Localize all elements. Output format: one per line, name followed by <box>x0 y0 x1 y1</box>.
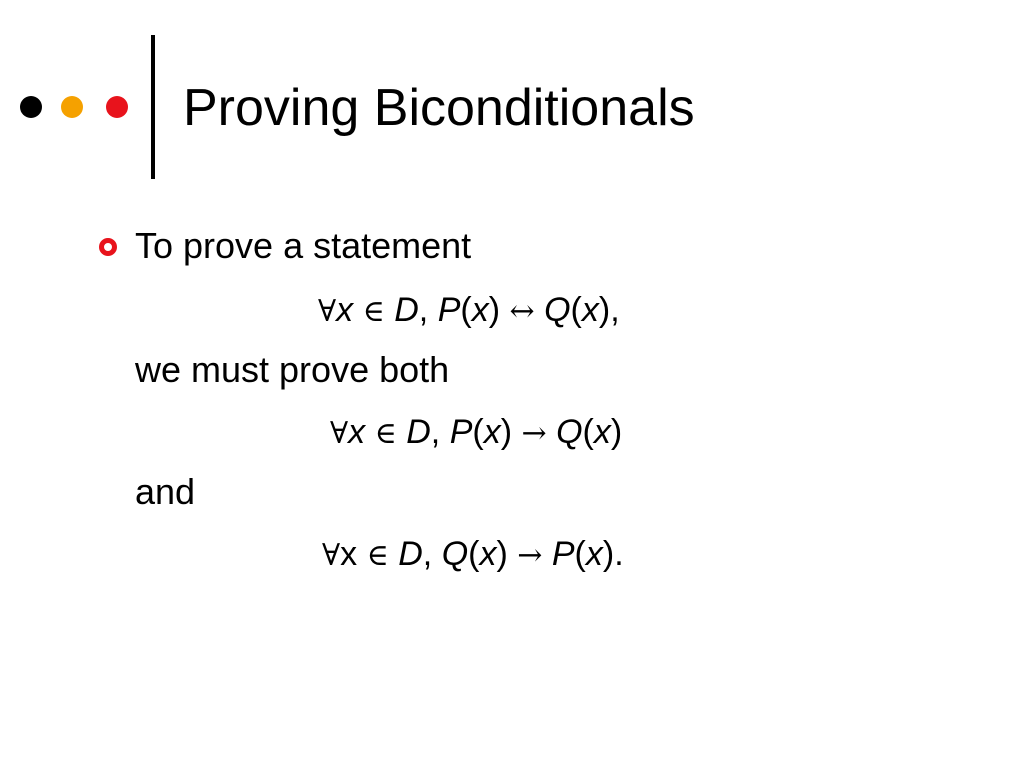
formula-end: , <box>610 291 620 329</box>
formula-domain: D <box>406 413 431 451</box>
bullet-ring-icon <box>99 238 117 256</box>
middle-text: we must prove both <box>135 349 450 390</box>
forall-symbol: ∀ <box>330 416 349 451</box>
header-dot-black <box>20 96 42 118</box>
formula-domain: D <box>394 291 419 329</box>
formula-biconditional: ∀x ∈ D, P(x) ↔ Q(x), <box>318 291 620 329</box>
element-of-symbol: ∈ <box>366 538 389 573</box>
formula-end: . <box>614 535 624 573</box>
header-dot-red <box>106 96 128 118</box>
forall-symbol: ∀ <box>322 538 341 573</box>
forall-symbol: ∀ <box>318 294 337 329</box>
formula-p-var: x <box>585 535 603 573</box>
formula-var: x <box>340 535 358 573</box>
formula-comma: , <box>418 291 429 329</box>
element-of-symbol: ∈ <box>374 416 397 451</box>
formula-comma: , <box>422 535 433 573</box>
formula-q-var: x <box>581 291 599 329</box>
formula-var: x <box>348 413 366 451</box>
intro-text: To prove a statement <box>135 225 472 266</box>
formula-backward: ∀x ∈ D, Q(x) → P(x). <box>322 535 624 573</box>
formula-comma: , <box>430 413 441 451</box>
formula-p-var: x <box>471 291 489 329</box>
formula-p-var: x <box>483 413 501 451</box>
formula-q: Q <box>441 535 469 573</box>
formula-q: Q <box>556 413 583 451</box>
formula-p: P <box>449 413 473 451</box>
formula-p: P <box>437 291 461 329</box>
formula-q-var: x <box>479 535 497 573</box>
element-of-symbol: ∈ <box>362 294 385 329</box>
title-divider <box>151 35 155 179</box>
implies-arrow-symbol: → <box>521 416 547 451</box>
formula-domain: D <box>398 535 423 573</box>
biconditional-arrow-symbol: ↔ <box>509 294 535 329</box>
header-dot-orange <box>61 96 83 118</box>
implies-arrow-symbol: → <box>517 538 543 573</box>
formula-q-var: x <box>593 413 611 451</box>
formula-var: x <box>336 291 354 329</box>
conjunction-text: and <box>135 471 196 512</box>
formula-q: Q <box>544 291 571 329</box>
formula-p: P <box>551 535 575 573</box>
page-title: Proving Biconditionals <box>183 79 695 137</box>
formula-forward: ∀x ∈ D, P(x) → Q(x) <box>330 413 623 451</box>
